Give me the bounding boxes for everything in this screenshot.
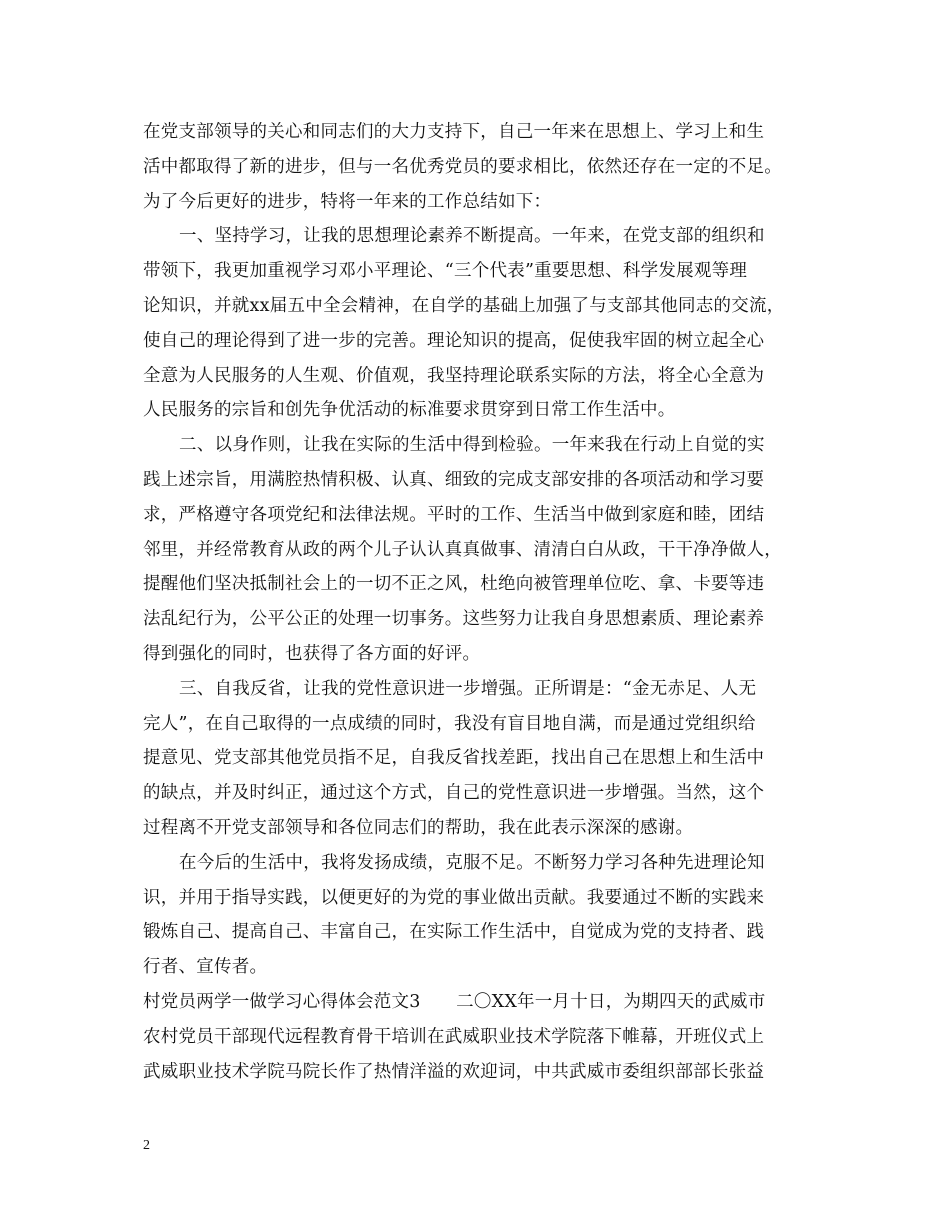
text-line: 行者、宣传者。 <box>143 957 268 978</box>
text-line: 求，严格遵守各项党纪和法律法规。平时的工作、生活当中做到家庭和睦，团结 <box>143 504 765 525</box>
text-line: 识，并用于指导实践，以便更好的为党的事业做出贡献。我要通过不断的实践来 <box>143 887 765 908</box>
paragraph-start-line: 三、自我反省，让我的党性意识进一步增强。正所谓是：“金无赤足、人无 <box>179 678 757 699</box>
text-line: 带领下，我更加重视学习邓小平理论、“三个代表”重要思想、科学发展观等理 <box>143 261 748 282</box>
text-line: 过程离不开党支部领导和各位同志们的帮助，我在此表示深深的感谢。 <box>143 817 694 838</box>
text-line: 法乱纪行为，公平公正的处理一切事务。这些努力让我自身思想素质、理论素养 <box>143 609 765 630</box>
text-line: 使自己的理论得到了进一步的完善。理论知识的提高，促使我牢固的树立起全心 <box>143 330 765 351</box>
text-line: 论知识，并就xx届五中全会精神，在自学的基础上加强了与支部其他同志的交流， <box>143 295 785 316</box>
text-line: 提醒他们坚决抵制社会上的一切不正之风，杜绝向被管理单位吃、拿、卡要等违 <box>143 574 765 595</box>
text-line: 为了今后更好的进步，特将一年来的工作总结如下： <box>143 191 552 212</box>
text-line: 邻里，并经常教育从政的两个儿子认认真真做事、清清白白从政，干干净净做人， <box>143 539 782 560</box>
text-line: 的缺点，并及时纠正，通过这个方式，自己的党性意识进一步增强。当然，这个 <box>143 783 765 804</box>
text-line: 提意见、党支部其他党员指不足，自我反省找差距，找出自己在思想上和生活中 <box>143 748 765 769</box>
text-line: 全意为人民服务的人生观、价值观，我坚持理论联系实际的方法，将全心全意为 <box>143 365 765 386</box>
text-line: 锻炼自己、提高自己、丰富自己，在实际工作生活中，自觉成为党的支持者、践 <box>143 922 765 943</box>
paragraph-start-line: 一、坚持学习，让我的思想理论素养不断提高。一年来，在党支部的组织和 <box>179 226 765 247</box>
text-line: 农村党员干部现代远程教育骨干培训在武威职业技术学院落下帷幕，开班仪式上 <box>143 1026 765 1047</box>
paragraph-start-line: 二、以身作则，让我在实际的生活中得到检验。一年来我在行动上自觉的实 <box>179 435 765 456</box>
text-line: 人民服务的宗旨和创先争优活动的标准要求贯穿到日常工作生活中。 <box>143 400 676 421</box>
document-body <box>143 115 833 1089</box>
text-line: 武威职业技术学院马院长作了热情洋溢的欢迎词，中共武威市委组织部部长张益 <box>143 1061 765 1082</box>
text-line: 完人”，在自己取得的一点成绩的同时，我没有盲目地自满，而是通过党组织给 <box>143 713 756 734</box>
section-heading-line: 村党员两学一做学习心得体会范文3 二〇XX年一月十日，为期四天的武威市 <box>143 991 766 1012</box>
text-line: 在党支部领导的关心和同志们的大力支持下，自己一年来在思想上、学习上和生 <box>143 122 765 142</box>
page-number: 2 <box>143 1138 150 1153</box>
text-line: 践上述宗旨，用满腔热情积极、认真、细致的完成支部安排的各项活动和学习要 <box>143 469 765 490</box>
paragraph-start-line: 在今后的生活中，我将发扬成绩，克服不足。不断努力学习各种先进理论知 <box>179 852 765 873</box>
text-line: 活中都取得了新的进步，但与一名优秀党员的要求相比，依然还存在一定的不足。 <box>143 156 782 177</box>
text-line: 得到强化的同时，也获得了各方面的好评。 <box>143 643 481 664</box>
